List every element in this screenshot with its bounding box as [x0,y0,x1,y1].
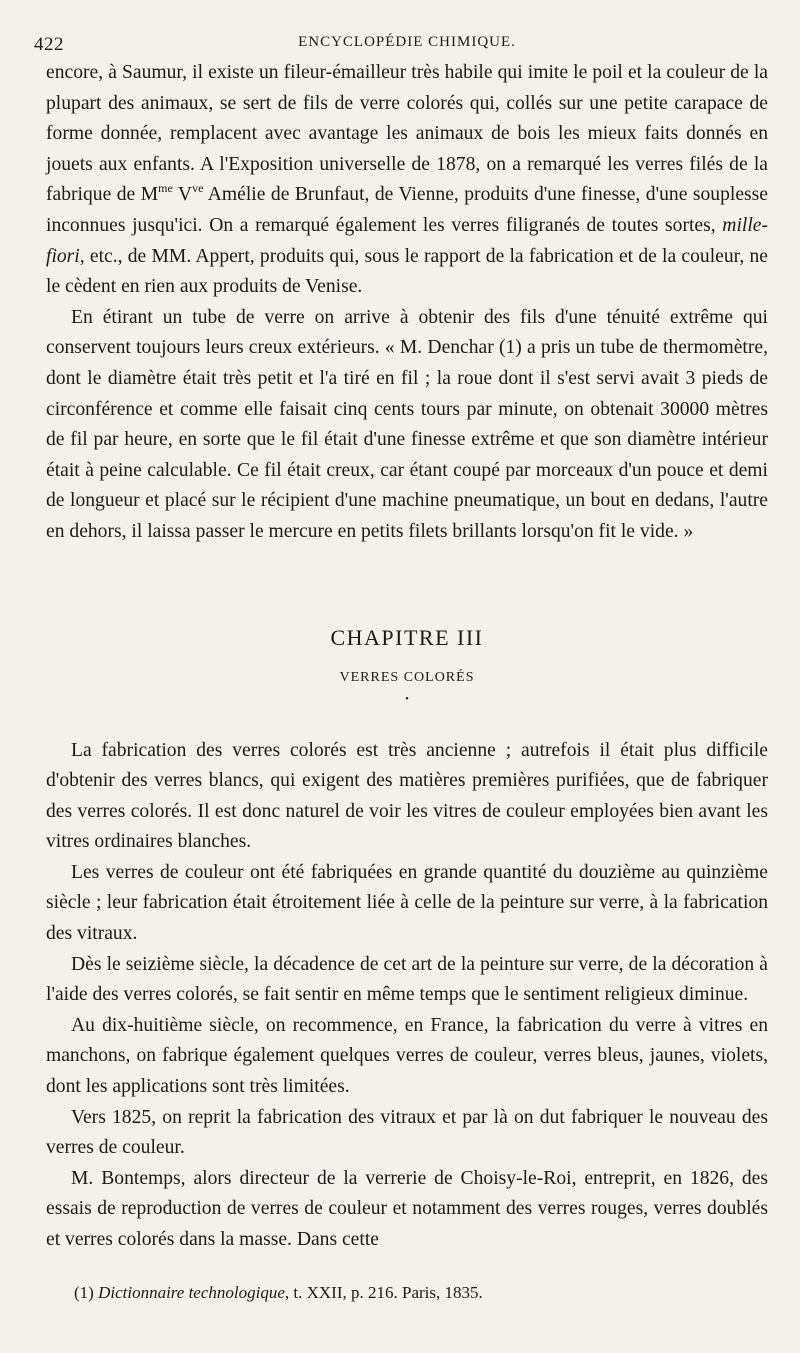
paragraph-1: encore, à Saumur, il existe un fileur-émailleur très habile qui imite le poil et la couleur de la plupart des animaux, se sert de fils de verre colorés qui, collés sur une petite carapace de forme donnée, remplacent avec avantage les animaux de bois les mieux faits donnés en jouets aux enfants. A l'Exposition universelle de 1878, on a remarqué les verres filés de la fabrique de $M^{me}$ $V^{ve}$ Amélie de Brunfaut, de Vienne, produits d'une finesse, d'une souplesse inconnues jusqu'ici. On a remarqué également les verres filigranés de toutes sortes, mille-fiori, etc., de MM. Appert, produits qui, sous le rapport de la fabrication et de la couleur, ne le cèdent en rien aux produits de Venise. [46,62,768,298]
paragraph-7: Vers 1825, on reprit la fabrication des vitraux et par là on dut fabriquer le nouveau des verres de couleur. [46,1106,768,1159]
paragraph-4: Les verres de couleur ont été fabriquées en grande quantité du douzième au quinzième siècle ; leur fabrication était étroitement liée à celle de la peinture sur verre, à la fabrication des vitraux. [46,861,768,945]
paragraph-3: La fabrication des verres colorés est très ancienne ; autrefois il était plus difficile d'obtenir des verres blancs, qui exigent des matières premières purifiées, que de fabriquer des verres colorés. Il est donc naturel de voir les vitres de couleur employées bien avant les vitres ordinaires blanches. [46,739,768,853]
paragraph-8: M. Bontemps, alors directeur de la verrerie de Choisy-le-Roi, entreprit, en 1826, des essais de reproduction de verres de couleur et notamment des verres rouges, verres doublés et verres colorés dans la masse. Dans cette [46,1167,768,1250]
chapter-title: CHAPITRE III [330,624,484,650]
chapter-subtitle: VERRES COLORÉS [339,669,475,685]
page-header [34,28,768,58]
paragraph-5: Dès le seizième siècle, la décadence de cet art de la peinture sur verre, de la décoration à l'aide des verres colorés, se fait sentir en même temps que le sentiment religieux diminue. [46,953,768,1006]
ornament-bullet: • [405,693,409,705]
paragraph-2: En étirant un tube de verre on arrive à obtenir des fils d'une ténuité extrême qui conservent toujours leurs creux extérieurs. « M. Denchar (1) a pris un tube de thermomètre, dont le diamètre était très petit et l'a tiré en fil ; la roue dont il s'est servi avait 3 pieds de circonférence et comme elle faisait cinq cents tours par minute, on obtenait 30000 mètres de fil par heure, en sorte que le fil était d'une finesse extrême et que son diamètre intérieur était à peine calculable. Ce fil était creux, car étant coupé par morceaux d'un pouce et demi de longueur et placé sur le récipient d'une machine pneumatique, un bout en dedans, l'autre en dehors, il laissa passer le mercure en petits filets brillants lorsqu'on fit le vide. » [46,306,768,542]
page-number: 422 [34,34,64,55]
paragraph-6: Au dix-huitième siècle, on recommence, en France, la fabrication du verre à vitres en manchons, on fabrique également quelques verres de couleur, verres bleus, jaunes, violets, dont les applications sont très limitées. [46,1014,768,1098]
running-title: ENCYCLOPÉDIE CHIMIQUE. [298,34,516,50]
body-top [46,58,768,548]
body-bottom [46,736,768,1256]
footnote: (1) Dictionnaire technologique, t. XXII, p. 216. Paris, 1835. [74,1283,483,1302]
